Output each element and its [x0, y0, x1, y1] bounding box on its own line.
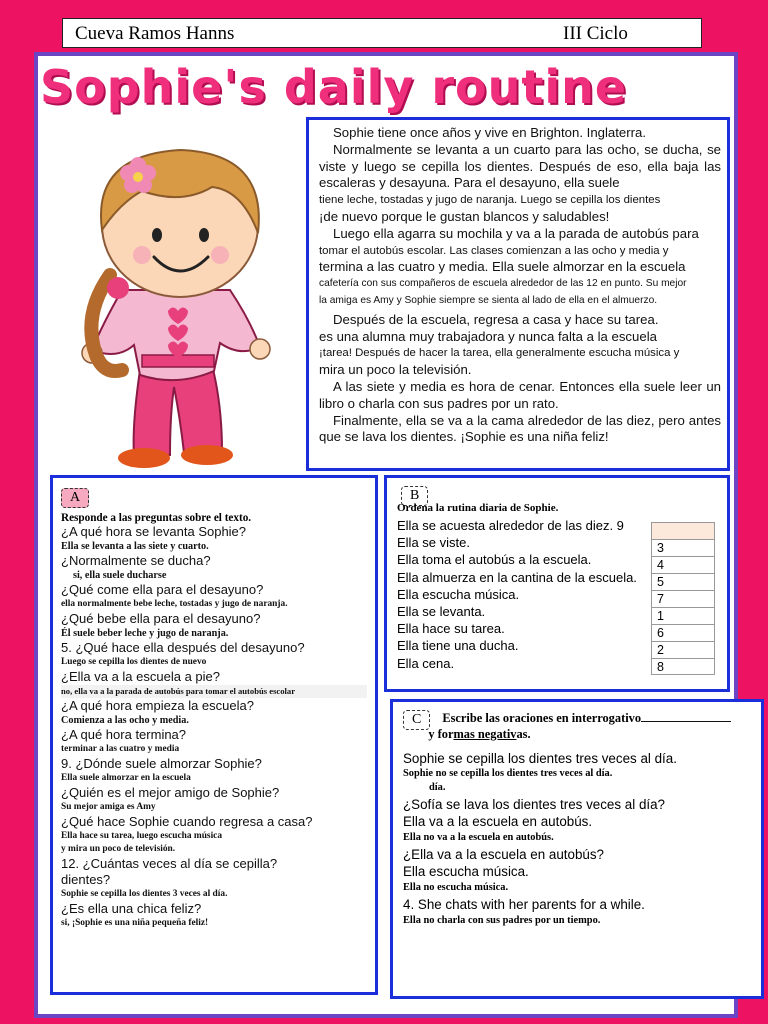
story-paragraph: cafetería con sus compañeros de escuela alrededor de las 12 en punto. Su mejor	[319, 278, 687, 290]
instruction-line-1: Escribe las oraciones en interrogativo	[442, 711, 642, 725]
question: ¿A qué hora empieza la escuela?	[61, 698, 254, 713]
section-b-instruction: Ordena la rutina diaria de Sophie.	[397, 502, 559, 514]
question: ¿Normalmente se ducha?	[61, 553, 211, 568]
routine-item: Ella cena.	[397, 655, 455, 671]
instruction-line-2b: mas negativ	[453, 727, 517, 741]
section-b-box	[384, 475, 730, 692]
question: ¿A qué hora se levanta Sophie?	[61, 524, 247, 539]
answer: terminar a las cuatro y media	[61, 744, 180, 754]
answer: Él suele beber leche y jugo de naranja.	[61, 628, 229, 639]
story-paragraph: Luego ella agarra su mochila y va a la parada de autobús para	[333, 225, 699, 241]
answer: si, ella suele ducharse	[73, 570, 167, 581]
question: 9. ¿Dónde suele almorzar Sophie?	[61, 756, 262, 771]
sentence: ¿Sofía se lava los dientes tres veces al día?	[403, 797, 666, 812]
story-paragraph: Sophie tiene once años y vive en Brighton. Inglaterra.	[333, 125, 647, 140]
order-cell[interactable]: 1	[651, 607, 715, 624]
section-a-badge: A	[61, 488, 89, 508]
story-paragraph: mira un poco la televisión.	[319, 362, 472, 378]
order-cell[interactable]: 8	[651, 658, 715, 675]
story-paragraph: Finalmente, ella se va a la cama alrededor de las diez, pero antes que se lava los dientes. ¡Sophie es una niña feliz!	[319, 412, 721, 445]
routine-item: Ella almuerza en la cantina de la escuela.	[397, 569, 637, 585]
answer: si, ¡Sophie es una niña pequeña feliz!	[61, 918, 209, 928]
answer: Luego se cepilla los dientes de nuevo	[61, 657, 207, 667]
routine-item: Ella se acuesta alrededor de las diez. 9	[397, 518, 624, 533]
story-paragraph: tiene leche, tostadas y jugo de naranja. Luego se cepilla los dientes	[319, 194, 661, 207]
question: ¿Qué bebe ella para el desayuno?	[61, 611, 261, 626]
story-paragraph: termina a las cuatro y media. Ella suele almorzar en la escuela	[319, 259, 686, 275]
question: dientes?	[61, 872, 111, 887]
answer: ella normalmente bebe leche, tostadas y jugo de naranja.	[61, 599, 288, 609]
header-box	[62, 18, 702, 48]
sentence: 4. She chats with her parents for a while.	[403, 897, 645, 912]
section-b-badge: B	[401, 486, 428, 506]
section-c-instruction	[428, 710, 731, 742]
instruction-line-2c: as.	[516, 727, 531, 741]
order-column	[651, 522, 715, 675]
story-paragraph: A las siete y media es hora de cenar. Entonces ella suele leer un libro o charla con sus padres por un rato.	[319, 378, 721, 411]
story-paragraph: Después de la escuela, regresa a casa y hace su tarea.	[333, 311, 659, 327]
answer: Sophie no se cepilla los dientes tres veces al día.	[403, 768, 613, 779]
story-paragraph: es una alumna muy trabajadora y nunca falta a la escuela	[319, 328, 657, 344]
story-paragraph: ¡de nuevo porque le gustan blancos y saludables!	[319, 208, 610, 224]
story-paragraph: la amiga es Amy y Sophie siempre se sienta al lado de ella en el almuerzo.	[319, 294, 658, 306]
answer: Comienza a las ocho y media.	[61, 715, 189, 726]
answer: no, ella va a la parada de autobús para tomar el autobús escolar	[61, 685, 367, 698]
routine-item: Ella toma el autobús a la escuela.	[397, 552, 592, 568]
story-paragraph: ¡tarea! Después de hacer la tarea, ella generalmente escucha música y	[319, 347, 680, 360]
routine-item: Ella tiene una ducha.	[397, 638, 519, 654]
section-c-box	[390, 699, 764, 999]
answer: día.	[429, 782, 446, 793]
question: ¿Qué come ella para el desayuno?	[61, 582, 264, 597]
order-cell[interactable]: 5	[651, 573, 715, 590]
order-cell[interactable]: 6	[651, 624, 715, 641]
page-title: Sophie's daily routine	[40, 60, 628, 114]
routine-item: Ella hace su tarea.	[397, 621, 505, 637]
answer: y mira un poco de televisión.	[61, 844, 176, 854]
story-paragraph: tomar el autobús escolar. Las clases comienzan a las ocho y media y	[319, 244, 669, 257]
question: ¿Es ella una chica feliz?	[61, 901, 202, 916]
answer: Su mejor amiga es Amy	[61, 802, 156, 812]
instruction-line-2a: y for	[428, 727, 454, 741]
order-cell[interactable]: 7	[651, 590, 715, 607]
section-c-badge: C	[403, 710, 430, 730]
question: ¿A qué hora termina?	[61, 727, 187, 742]
routine-item: Ella se levanta.	[397, 603, 486, 619]
order-cell[interactable]: 2	[651, 641, 715, 658]
answer: Ella hace su tarea, luego escucha música	[61, 831, 223, 841]
answer: Ella no charla con sus padres por un tiempo.	[403, 915, 601, 926]
answer: Ella no escucha música.	[403, 882, 509, 893]
question: ¿Quién es el mejor amigo de Sophie?	[61, 785, 280, 800]
routine-item: Ella se viste.	[397, 535, 470, 551]
sentence: Ella escucha música.	[403, 864, 529, 879]
story-text-box	[306, 117, 730, 471]
routine-item: Ella escucha música.	[397, 586, 520, 602]
order-cell[interactable]: 4	[651, 556, 715, 573]
order-cell[interactable]	[651, 522, 715, 539]
question: ¿Ella va a la escuela a pie?	[61, 669, 220, 684]
sophie-illustration-icon	[62, 125, 292, 470]
answer: Ella se levanta a las siete y cuarto.	[61, 541, 209, 552]
sentence: Ella va a la escuela en autobús.	[403, 814, 593, 829]
sentence: Sophie se cepilla los dientes tres veces al día.	[403, 751, 677, 766]
answer: Ella suele almorzar en la escuela	[61, 773, 191, 783]
sentence: ¿Ella va a la escuela en autobús?	[403, 847, 604, 862]
question: 5. ¿Qué hace ella después del desayuno?	[61, 640, 305, 655]
question: 12. ¿Cuántas veces al día se cepilla?	[61, 856, 278, 871]
story-paragraph: Normalmente se levanta a un cuarto para las ocho, se ducha, se viste y luego se cepilla los dientes. Después de eso, ella baja las escaleras y desayuna. Para el desayuno, ella suele	[319, 141, 721, 191]
cycle-label: III Ciclo	[563, 23, 628, 44]
section-a-box	[50, 475, 378, 995]
instruction-blank	[641, 711, 731, 722]
answer: Ella no va a la escuela en autobús.	[403, 832, 554, 843]
order-cell[interactable]: 3	[651, 539, 715, 556]
section-a-instruction: Responde a las preguntas sobre el texto.	[61, 512, 252, 524]
question: ¿Qué hace Sophie cuando regresa a casa?	[61, 814, 313, 829]
student-name: Cueva Ramos Hanns	[75, 23, 235, 44]
answer: Sophie se cepilla los dientes 3 veces al día.	[61, 889, 228, 899]
